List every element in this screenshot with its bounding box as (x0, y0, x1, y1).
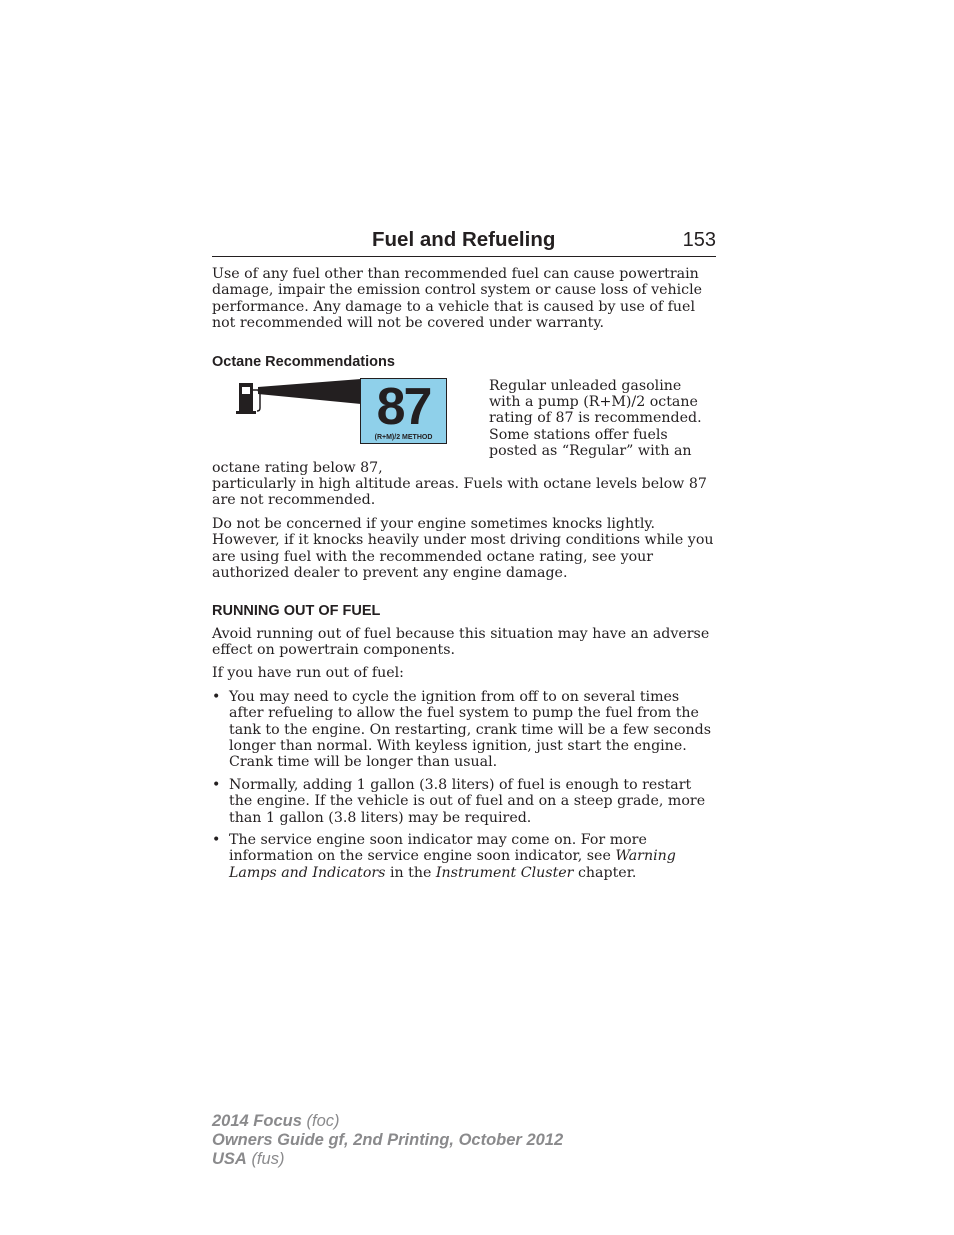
octane-label-figure (236, 378, 450, 448)
running-out-list (212, 689, 716, 881)
footer-line-1: 2014 Focus (foc) (212, 1112, 340, 1130)
octane-heading: Octane Recommendations (212, 353, 395, 370)
octane-badge (360, 378, 447, 444)
bullet-dot-icon: • (212, 831, 221, 848)
page-footer (212, 1112, 563, 1169)
octane-number: 87 (376, 377, 431, 436)
octane-section (212, 378, 716, 476)
octane-rest-text: particularly in high altitude areas. Fuels with octane levels below 87 are not recommended. (212, 476, 707, 509)
intro-paragraph: Use of any fuel other than recommended fuel can cause powertrain damage, impair the emission control system or cause loss of vehicle performance. Any damage to a vehicle that is caused by use of fuel not recommended will not be covered under warranty. (212, 266, 703, 332)
page-number: 153 (682, 229, 716, 251)
bullet-dot-icon: • (212, 776, 221, 793)
knock-paragraph: Do not be concerned if your engine sometimes knocks lightly. However, if it knocks heavily under most driving conditions while you are using fuel with the recommended octane rating, see your authorized dealer to prevent any engine damage. (212, 515, 714, 582)
list-item: • You may need to cycle the ignition from off to on several times after refueling to allow the fuel system to pump the fuel from the tank to the engine. On restarting, crank time will be a few seconds longer than normal. With keyless ignition, just start the engine. Crank time will be longer than usual. (212, 688, 711, 771)
running-out-paragraph-2: If you have run out of fuel: (212, 665, 404, 682)
list-item: • The service engine soon indicator may come on. For more information on the service engine soon indicator, see Warning Lamps and Indicators in the Instrument Cluster chapter. (212, 831, 676, 881)
bullet-dot-icon: • (212, 688, 221, 705)
octane-caption: (R+M)/2 METHOD (374, 433, 433, 441)
list-item: • Normally, adding 1 gallon (3.8 liters) of fuel is enough to restart the engine. If the vehicle is out of fuel and on a steep grade, more than 1 gallon (3.8 liters) may be required. (212, 776, 706, 826)
footer-line-2: Owners Guide gf, 2nd Printing, October 2012 (212, 1131, 564, 1149)
warning-lamps-reference: Warning Lamps and Indicators (229, 848, 676, 881)
page-content (212, 228, 716, 887)
section-title: Fuel and Refueling (372, 228, 556, 251)
octane-wrap-text: Regular unleaded gasoline with a pump (R+M)/2 octane rating of 87 is recommended. Some stations offer fuels posted as “Regular” with an octane rating below 87, (212, 377, 702, 476)
running-out-paragraph-1: Avoid running out of fuel because this situation may have an adverse effect on powertrain components. (212, 625, 710, 658)
instrument-cluster-reference: Instrument Cluster (435, 864, 574, 881)
footer-line-3: USA (fus) (212, 1150, 285, 1168)
running-out-heading: RUNNING OUT OF FUEL (212, 602, 381, 619)
page-header (212, 228, 716, 257)
